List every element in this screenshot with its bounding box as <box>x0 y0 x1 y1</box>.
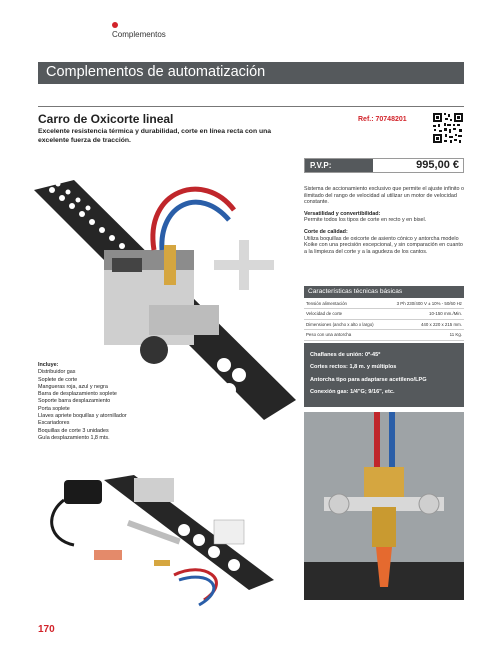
list-item: Soporte barra desplazamiento <box>38 398 111 405</box>
torch-detail-photo <box>304 412 464 600</box>
table-row <box>304 298 464 309</box>
qr-code-icon[interactable] <box>432 112 464 144</box>
product-reference: Ref.: 70748201 <box>358 116 407 123</box>
specs-title: Características técnicas básicas <box>304 286 464 298</box>
list-item: Barra de desplazamiento soplete <box>38 391 117 398</box>
includes-title: Incluye: <box>38 362 59 368</box>
list-item: Distribuidor gas <box>38 369 76 376</box>
table-row <box>304 309 464 320</box>
spec-value: 11 Kg. <box>385 330 464 341</box>
feature-item: Antorcha tipo para adaptarse acetileno/LPG <box>310 376 427 383</box>
list-item: Boquillas de corte 3 unidades <box>38 427 109 434</box>
spec-label: Tensión alimentación <box>304 298 385 309</box>
versatility-heading: Versatilidad y convertibilidad: <box>304 210 381 217</box>
table-row <box>304 330 464 341</box>
spec-label: Peso con una antorcha <box>304 330 385 341</box>
kit-photo <box>34 460 296 610</box>
list-item: Llaves apriete boquillas y atornillador <box>38 413 127 420</box>
section-marker-icon <box>112 22 118 28</box>
feature-item: Cortes rectos: 1,8 m. y múltiplos <box>310 364 397 371</box>
spec-label: Dimensiones (ancho x alto x largo) <box>304 319 385 330</box>
divider <box>38 106 464 107</box>
description-intro: Sistema de accionamiento exclusivo que permite el ajuste infinito o ilimitado del rango de velocidad al utilizar un motor de velocidad constante. <box>304 186 465 206</box>
page-title: Complementos de automatización <box>46 64 266 80</box>
quality-heading: Corte de calidad: <box>304 228 348 235</box>
product-title: Carro de Oxicorte lineal <box>38 112 174 126</box>
includes-list <box>38 362 148 442</box>
section-banner <box>38 62 464 84</box>
price-bar <box>304 158 464 173</box>
feature-item: Conexión gas: 1/4"G; 9/16", etc. <box>310 389 395 396</box>
product-subtitle: Excelente resistencia térmica y durabilidad, corte en línea recta con una excelente fuerza de tracción. <box>38 128 272 144</box>
feature-item: Chaflanes de unión: 0º-45º <box>310 352 381 358</box>
price-label: P.V.P: <box>305 159 373 172</box>
page-number: 170 <box>38 624 55 635</box>
spec-value: 10-150 mm./Min. <box>385 309 464 320</box>
spec-label: Velocidad de corte <box>304 309 385 320</box>
breadcrumb: Complementos <box>112 30 166 39</box>
versatility-text: Permite todos los tipos de corte en recto y en bisel. <box>304 217 427 224</box>
specs-table <box>304 298 464 341</box>
table-row <box>304 319 464 330</box>
quality-text: Utiliza boquillas de oxicorte de asiento cónico y antorcha modelo Koike con una precisión excepcional, y sin comparación en cuanto a la limpieza del corte y a la agudeza de los cantos. <box>304 235 463 255</box>
list-item: Soplete de corte <box>38 376 78 383</box>
product-description <box>304 186 464 260</box>
price-value: 995,00 € <box>416 159 459 171</box>
spec-value: 440 x 220 x 215 mm. <box>385 319 464 330</box>
list-item: Mangueras roja, azul y negra <box>38 383 108 390</box>
list-item: Escarіadores <box>38 420 70 427</box>
list-item: Guía desplazamiento 1,8 mts. <box>38 434 110 441</box>
list-item: Porta soplete <box>38 405 70 412</box>
spec-value: 3 Ph 230/400 V ± 10% - 50/60 Hz <box>385 298 464 309</box>
features-box <box>304 343 464 407</box>
